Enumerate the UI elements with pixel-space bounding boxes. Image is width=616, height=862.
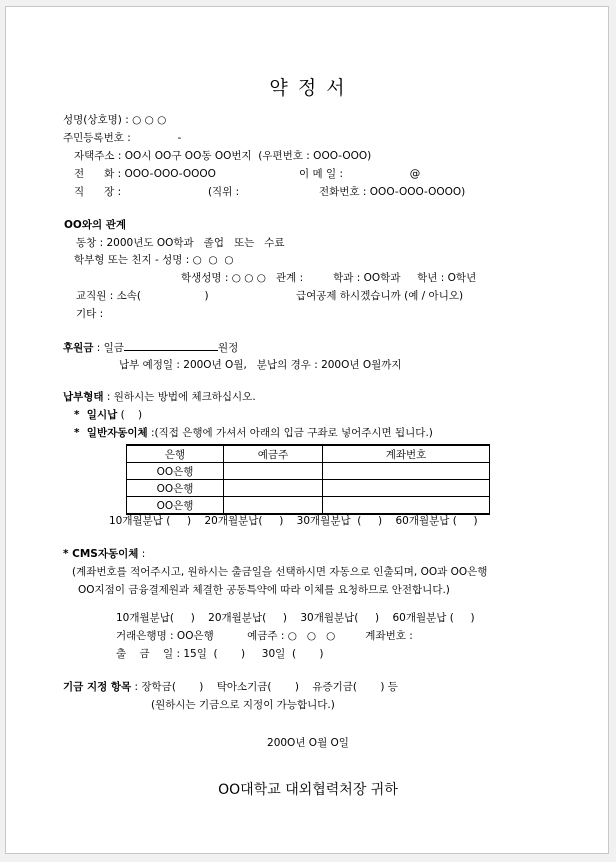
payment-instruction: : 원하시는 방법에 체크하십시오. xyxy=(103,391,256,403)
staff-line: 교직원 : 소속( ) xyxy=(76,290,209,302)
giro-note: :(직접 은행에 가셔서 아래의 입금 구좌로 넣어주시면 됩니다.) xyxy=(147,427,433,439)
bank-table-header: 예금주 xyxy=(224,445,323,463)
relation-heading: OO와의 관계 xyxy=(64,219,127,231)
cms-line xyxy=(63,547,145,561)
staff-question-line: 급여공제 하시겠습니까 (예 / 아니오) xyxy=(296,290,464,302)
lump-sum-line xyxy=(74,408,142,422)
parent-line: 학부형 또는 친지 - 성명 : ○ ○ ○ xyxy=(74,254,234,266)
holder-cell xyxy=(224,497,323,515)
cms-account-line: 거래은행명 : OO은행 예금주 : ○ ○ ○ 계좌번호 : xyxy=(116,630,413,642)
bank-table-header: 계좌번호 xyxy=(323,445,490,463)
donation-schedule-line: 납부 예정일 : 200O년 O월, 분납의 경우 : 200O년 O월까지 xyxy=(119,359,402,371)
work-phone-line: 전화번호 : OOO-OOO-OOOO) xyxy=(319,186,466,198)
fund-options: : 장학금( ) 탁아소기금( ) 유증기금( ) 등 xyxy=(131,681,398,693)
giro-installments-line: 10개월분납 ( ) 20개월분납( ) 30개월분납 ( ) 60개월분납 ( ) xyxy=(109,515,478,527)
fund-label: 기금 지정 항목 xyxy=(63,681,132,693)
bank-cell: OO은행 xyxy=(127,497,224,515)
name-line: 성명(상호명) : ○ ○ ○ xyxy=(63,114,167,126)
email-line: 이 메 일 : @ xyxy=(299,168,421,180)
bank-account-table xyxy=(126,444,490,515)
account-cell xyxy=(323,463,490,480)
fund-line xyxy=(63,680,398,694)
donation-prefix: : 일금 xyxy=(93,342,124,354)
bank-cell: OO은행 xyxy=(127,463,224,480)
account-cell xyxy=(323,480,490,497)
payment-type-label: 납부형태 xyxy=(63,391,104,403)
document-date: 200O년 O월 O일 xyxy=(267,737,349,749)
cms-withdraw-line: 출 금 일 : 15일 ( ) 30일 ( ) xyxy=(116,648,324,660)
job-line: 직 장 : (직위 : xyxy=(74,186,240,198)
alumni-line: 동창 : 2000년도 OO학과 졸업 또는 수료 xyxy=(76,237,285,249)
payment-type-line xyxy=(63,390,256,404)
bank-table-header-row xyxy=(127,445,490,463)
cms-desc-line-2: OO지점이 금융결제원과 체결한 공동특약에 따라 이체를 요청하므로 안전합니다.) xyxy=(78,584,450,596)
cms-colon: : xyxy=(138,548,146,560)
account-cell xyxy=(323,497,490,515)
giro-label: * 일반자동이체 xyxy=(74,427,148,439)
parent-student-line: 학생성명 : ○ ○ ○ 관계 : 학과 : OO학과 학년 : O학년 xyxy=(181,272,477,284)
document-page xyxy=(5,6,609,854)
donation-suffix: 원정 xyxy=(217,342,239,354)
phone-line: 전 화 : OOO-OOO-OOOO xyxy=(74,168,216,180)
bank-cell: OO은행 xyxy=(127,480,224,497)
document-title: 약 정 서 xyxy=(269,77,347,99)
cms-installments-line: 10개월분납( ) 20개월분납( ) 30개월분납( ) 60개월분납 ( ) xyxy=(116,612,475,624)
donation-label: 후원금 xyxy=(63,342,94,354)
cms-desc-line-1: (계좌번호를 적어주시고, 원하시는 출금일을 선택하시면 자동으로 인출되며, OO과 OO은행 xyxy=(72,566,488,578)
other-line: 기타 : xyxy=(76,308,104,320)
address-line: 자택주소 : OO시 OO구 OO동 OO번지 (우편번호 : OOO-OOO) xyxy=(74,150,372,162)
holder-cell xyxy=(224,480,323,497)
table-row xyxy=(127,480,490,497)
recipient-line: OO대학교 대외협력처장 귀하 xyxy=(218,782,398,798)
bank-table-header: 은행 xyxy=(127,445,224,463)
lump-sum-label: * 일시납 xyxy=(74,409,118,421)
holder-cell xyxy=(224,463,323,480)
table-row xyxy=(127,463,490,480)
rrn-line: 주민등록번호 : - xyxy=(63,132,182,144)
cms-label: * CMS자동이체 xyxy=(63,548,139,560)
giro-line xyxy=(74,426,433,440)
donation-amount-blank xyxy=(124,340,218,351)
lump-sum-checkbox: ( ) xyxy=(117,409,143,421)
donation-line xyxy=(63,340,238,355)
fund-note-line: (원하시는 기금으로 지정이 가능합니다.) xyxy=(151,699,335,711)
table-row xyxy=(127,497,490,515)
